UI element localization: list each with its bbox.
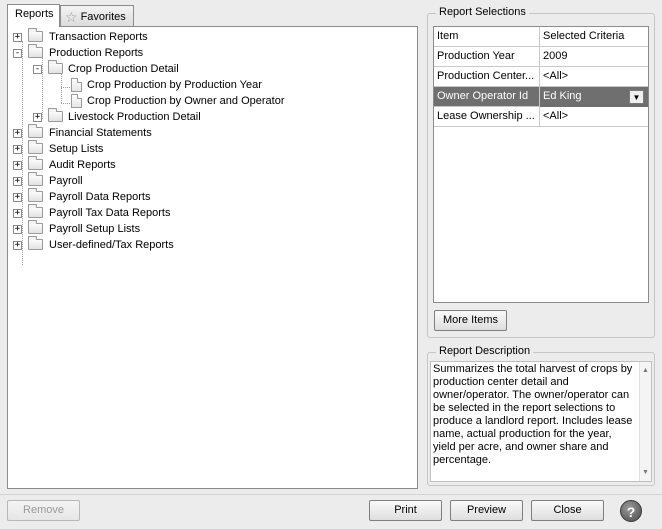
report-doc-icon (71, 78, 82, 92)
report-description-box[interactable] (430, 361, 652, 482)
folder-icon (28, 159, 43, 170)
grid-row-lease-ownership[interactable] (434, 107, 648, 127)
expand-icon[interactable]: + (14, 32, 21, 42)
report-selections-grid[interactable] (433, 26, 649, 303)
folder-open-icon (28, 47, 43, 58)
preview-button[interactable]: Preview (450, 500, 523, 521)
tree-line (61, 103, 70, 104)
expand-icon[interactable]: + (14, 224, 21, 234)
tree-item-label: Production Reports (49, 47, 144, 59)
tab-favorites[interactable] (60, 5, 134, 26)
folder-open-icon (48, 63, 63, 74)
folder-icon (28, 223, 43, 234)
tab-reports[interactable] (7, 4, 60, 27)
folder-icon (28, 143, 43, 154)
tree-item-label: Payroll (49, 175, 83, 187)
tree-item-label: Crop Production Detail (68, 63, 179, 75)
star-icon: ☆ (65, 9, 78, 25)
expand-icon[interactable]: + (14, 176, 21, 186)
folder-icon (28, 31, 43, 42)
folder-icon (28, 175, 43, 186)
grid-item-cell: Production Center... (434, 67, 540, 87)
help-icon[interactable]: ? (620, 500, 642, 522)
tree-item-label: User-defined/Tax Reports (49, 239, 174, 251)
expand-icon[interactable]: + (14, 192, 21, 202)
grid-item-cell: Owner Operator Id (434, 87, 540, 107)
tab-favorites-label: Favorites (80, 11, 126, 23)
collapse-icon[interactable]: - (34, 64, 41, 74)
tree-item-label: Crop Production by Production Year (87, 79, 262, 91)
description-scrollbar[interactable] (639, 362, 651, 481)
close-button[interactable]: Close (531, 500, 604, 521)
folder-icon (28, 207, 43, 218)
print-button[interactable]: Print (369, 500, 442, 521)
scroll-up-icon[interactable]: ▲ (642, 367, 649, 374)
grid-header (434, 27, 648, 47)
expand-icon[interactable]: + (14, 160, 21, 170)
grid-criteria-cell[interactable]: <All> (543, 110, 569, 122)
folder-icon (48, 111, 63, 122)
tree-item-label: Setup Lists (49, 143, 104, 155)
tree-item-label: Payroll Setup Lists (49, 223, 141, 235)
column-header-item: Item (434, 27, 540, 47)
tree-line (42, 57, 43, 119)
folder-icon (28, 191, 43, 202)
grid-criteria-cell[interactable]: <All> (543, 70, 569, 82)
grid-criteria-value: Ed King (543, 90, 582, 102)
report-tree[interactable] (7, 26, 418, 489)
folder-icon (28, 127, 43, 138)
grid-item-cell: Production Year (434, 47, 540, 67)
tab-reports-label: Reports (15, 8, 54, 20)
expand-icon[interactable]: + (14, 128, 21, 138)
tree-line (61, 73, 62, 103)
expand-icon[interactable]: + (14, 144, 21, 154)
grid-row-production-year[interactable] (434, 47, 648, 67)
grid-row-owner-operator-id[interactable] (434, 87, 648, 107)
tree-item-label: Transaction Reports (49, 31, 148, 43)
tree-line (22, 41, 23, 265)
tree-item-label: Audit Reports (49, 159, 116, 171)
divider (0, 494, 662, 495)
tree-item-label: Crop Production by Owner and Operator (87, 95, 285, 107)
grid-item-cell: Lease Ownership ... (434, 107, 540, 127)
report-description-title: Report Description (436, 345, 533, 357)
expand-icon[interactable]: + (14, 208, 21, 218)
more-items-button[interactable]: More Items (434, 310, 507, 331)
column-header-criteria: Selected Criteria (543, 30, 625, 42)
tree-item-label: Payroll Tax Data Reports (49, 207, 171, 219)
tree-line (61, 87, 70, 88)
report-description-text: Summarizes the total harvest of crops by production center detail and owner/operator. The owner/operator can be selected in the report selections to produce a landlord report. Includes lease name, actual production for the year, yield per acre, and owner share and percentage. (433, 363, 633, 466)
expand-icon[interactable]: + (14, 240, 21, 250)
remove-button[interactable]: Remove (7, 500, 80, 521)
grid-criteria-cell[interactable]: 2009 (543, 50, 568, 62)
tree-item-label: Payroll Data Reports (49, 191, 151, 203)
scroll-down-icon[interactable]: ▼ (642, 469, 649, 476)
report-selections-title: Report Selections (436, 6, 529, 18)
grid-row-production-center[interactable] (434, 67, 648, 87)
tree-item-label: Financial Statements (49, 127, 152, 139)
chevron-down-icon[interactable]: ▼ (629, 90, 644, 104)
tree-item-label: Livestock Production Detail (68, 111, 201, 123)
collapse-icon[interactable]: - (14, 48, 21, 58)
folder-icon (28, 239, 43, 250)
owner-operator-select[interactable] (540, 87, 648, 107)
expand-icon[interactable]: + (34, 112, 41, 122)
report-doc-icon (71, 94, 82, 108)
